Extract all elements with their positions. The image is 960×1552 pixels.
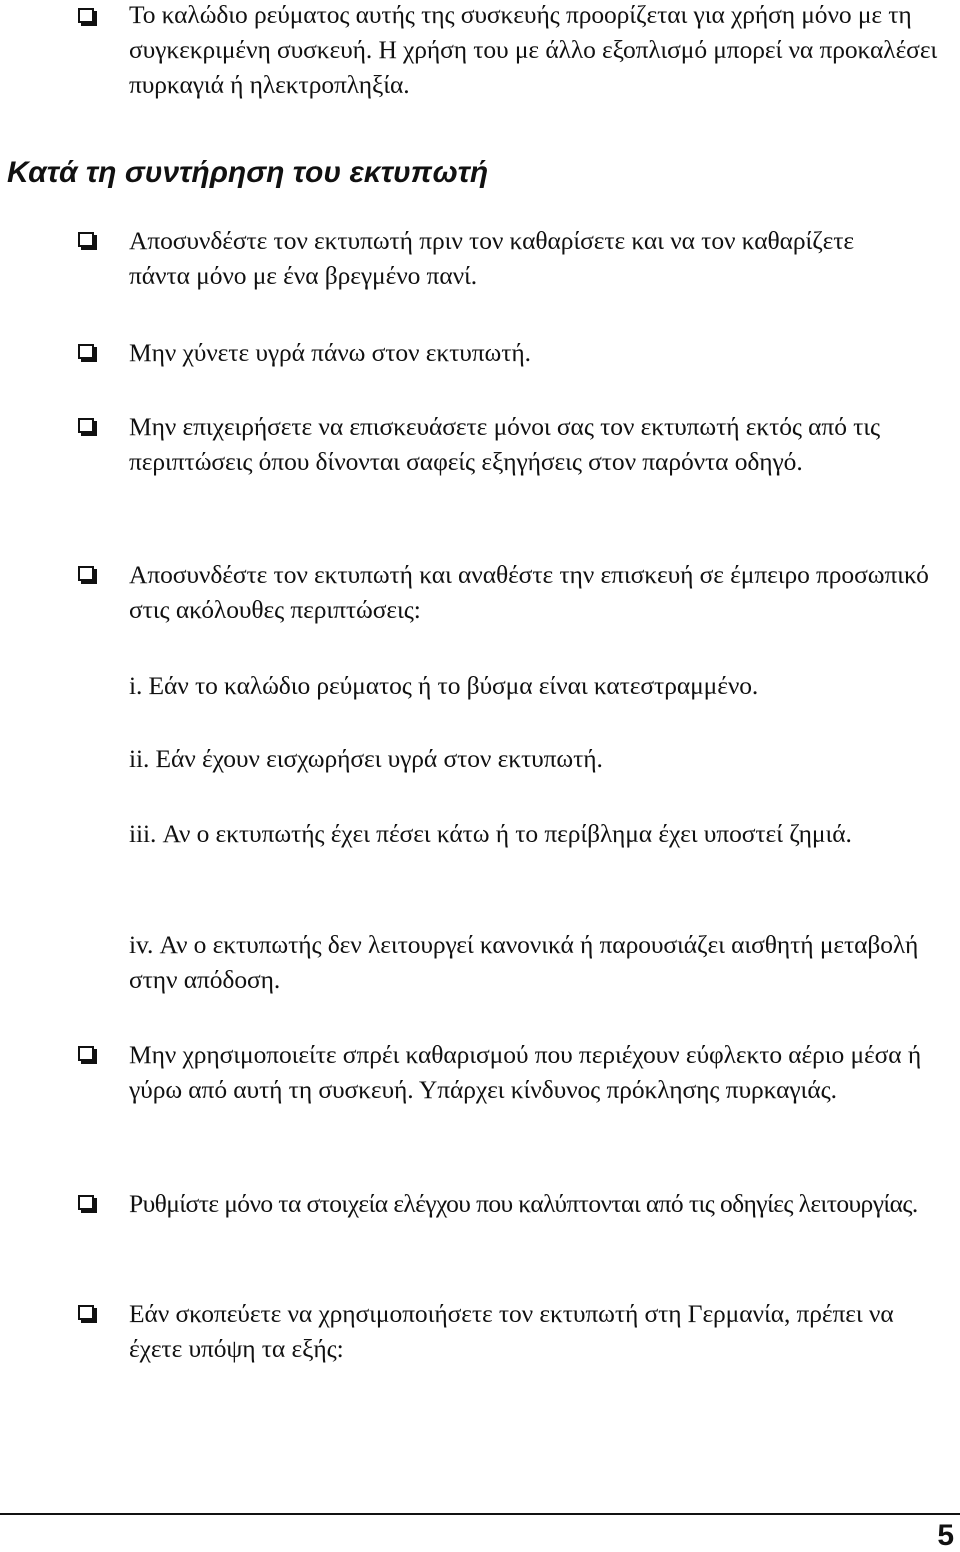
- sub-item-liquid-entered: ii. Εάν έχουν εισχωρήσει υγρά στον εκτυπωτή.: [129, 744, 603, 773]
- bullet-text: Αποσυνδέστε τον εκτυπωτή πριν τον καθαρίσετε και να τον καθαρίζετε πάντα μόνο με ένα βρεγμένο πανί.: [129, 226, 855, 290]
- bullet-text: Μην χύνετε υγρά πάνω στον εκτυπωτή.: [129, 338, 531, 367]
- checkbox-bullet-icon: [78, 1305, 94, 1320]
- section-heading: Κατά τη συντήρηση του εκτυπωτή: [7, 156, 489, 189]
- bullet-text: Ρυθμίστε μόνο τα στοιχεία ελέγχου που καλύπτονται από τις οδηγίες λειτουργίας.: [129, 1189, 918, 1218]
- bullet-text: Αποσυνδέστε τον εκτυπωτή και αναθέστε την επισκευή σε έμπειρο προσωπικό στις ακόλουθες περιπτώσεις:: [129, 560, 929, 624]
- checkbox-bullet-icon: [78, 1046, 94, 1061]
- page-number: 5: [937, 1519, 954, 1552]
- bullet-text: Το καλώδιο ρεύματος αυτής της συσκευής προορίζεται για χρήση μόνο με τη συγκεκριμένη συσκευή. Η χρήση του με άλλο εξοπλισμό μπορεί να προκαλέσει πυρκαγιά ή ηλεκτροπληξία.: [129, 0, 938, 99]
- bullet-text: Μην επιχειρήσετε να επισκευάσετε μόνοι σας τον εκτυπωτή εκτός από τις περιπτώσεις όπου δίνονται σαφείς εξηγήσεις στον παρόντα οδηγό.: [129, 412, 881, 476]
- bullet-text: Μην χρησιμοποιείτε σπρέι καθαρισμού που περιέχουν εύφλεκτο αέριο μέσα ή γύρω από αυτή τη συσκευή. Υπάρχει κίνδυνος πρόκλησης πυρκαγιάς.: [129, 1040, 922, 1104]
- sub-item-damaged-cord: i. Εάν το καλώδιο ρεύματος ή το βύσμα είναι κατεστραμμένο.: [129, 671, 759, 700]
- sub-item-dropped: iii. Αν ο εκτυπωτής έχει πέσει κάτω ή το περίβλημα έχει υποστεί ζημιά.: [129, 819, 852, 848]
- sub-item-abnormal-operation: iv. Αν ο εκτυπωτής δεν λειτουργεί κανονικά ή παρουσιάζει αισθητή μεταβολή στην απόδοση.: [129, 930, 919, 994]
- checkbox-bullet-icon: [78, 1195, 94, 1210]
- checkbox-bullet-icon: [78, 344, 94, 359]
- checkbox-bullet-icon: [78, 8, 94, 23]
- checkbox-bullet-icon: [78, 232, 94, 247]
- checkbox-bullet-icon: [78, 418, 94, 433]
- bullet-text: Εάν σκοπεύετε να χρησιμοποιήσετε τον εκτυπωτή στη Γερμανία, πρέπει να έχετε υπόψη τα εξής:: [129, 1299, 894, 1363]
- checkbox-bullet-icon: [78, 566, 94, 581]
- footer-divider: [0, 1513, 960, 1515]
